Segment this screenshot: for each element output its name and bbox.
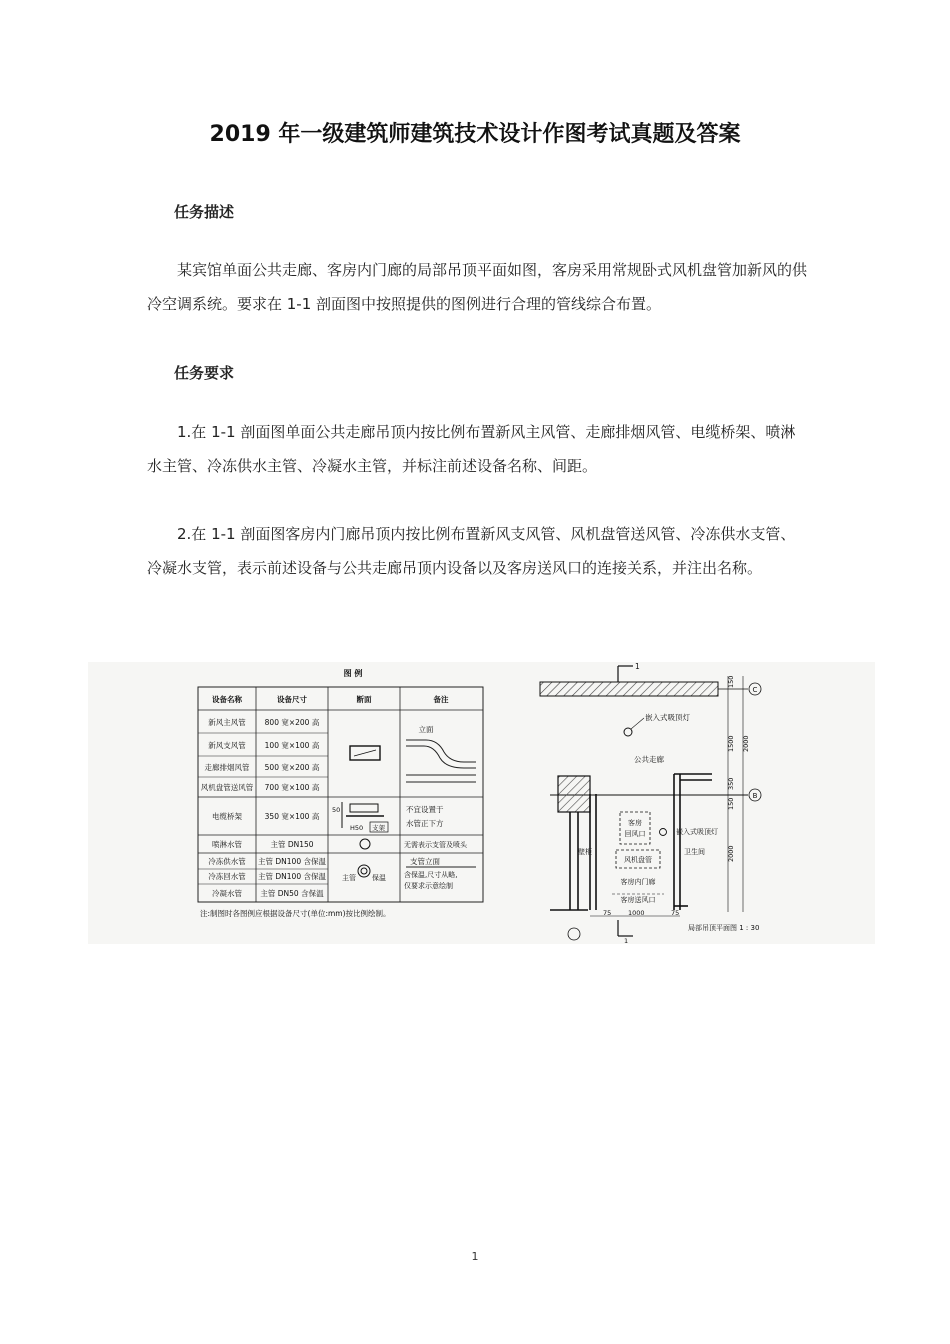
dim-75-right: 75 [671, 909, 680, 917]
inner-corridor-label: 客房内门廊 [620, 878, 656, 886]
supply-vent-label: 客房送风口 [620, 896, 656, 904]
return-vent-box [620, 812, 650, 844]
legend-header-name: 设备名称 [212, 695, 242, 704]
legend-row-name: 冷冻供水管 [208, 857, 246, 866]
requirement-item-2: 2.在 1-1 剖面图客房内门廊吊顶内按比例布置新风支风管、风机盘管送风管、冷冻供水支管、冷凝水支管，表示前述设备与公共走廊吊顶内设备以及客房送风口的连接关系，并注出名称。 [147, 525, 796, 577]
legend-title: 图 例 [343, 669, 363, 678]
return-vent-label-1: 客房 [628, 819, 642, 827]
legend-row-size: 主管 DN100 含保温 [258, 857, 326, 866]
legend-row-size: 主管 DN150 [270, 840, 314, 849]
legend-row-name: 新风支风管 [208, 741, 246, 750]
cut-mark-top: 1 [635, 662, 640, 671]
legend-row-size: 350 宽×100 高 [264, 812, 320, 821]
legend-row-name: 冷凝水管 [212, 889, 242, 898]
section-heading-task-description: 任务描述 [174, 203, 235, 221]
legend-row-name: 走廊排烟风管 [204, 763, 250, 772]
legend-header-size: 设备尺寸 [277, 695, 307, 704]
insulation-note-2: 仅要求示意绘制 [404, 882, 453, 890]
legend-header-section: 断面 [356, 695, 372, 704]
insulated-pipe-symbol [358, 865, 370, 877]
insulation-label: 保温 [372, 874, 386, 882]
legend-footnote: 注:制图时各图例应根据设备尺寸(单位:mm)按比例绘制。 [200, 909, 391, 918]
legend-row-size: 800 宽×200 高 [264, 718, 320, 727]
cable-tray-support-label: 支架 [372, 824, 385, 832]
requirement-item-1: 1.在 1-1 剖面图单面公共走廊吊顶内按比例布置新风主风管、走廊排烟风管、电缆桥架、喷淋水主管、冷冻供水主管、冷凝水主管，并标注前述设备名称、间距。 [147, 423, 796, 475]
legend-row-name: 新风主风管 [208, 718, 246, 727]
legend-row-size: 100 宽×100 高 [264, 741, 320, 750]
dim-75-left: 75 [603, 909, 612, 917]
insulation-note-1: 含保温,尺寸从略, [404, 871, 458, 879]
dim-2000-top: 2000 [742, 735, 750, 752]
return-vent-label-2: 回风口 [624, 830, 646, 838]
bathroom-label: 卫生间 [684, 848, 705, 856]
legend-row-name: 冷冻回水管 [208, 872, 246, 881]
legend-header-remark: 备注 [433, 695, 449, 704]
legend-row-name: 电缆桥架 [212, 812, 242, 821]
cable-tray-dim-w: H50 [350, 824, 364, 832]
axis-b-label: B [752, 792, 758, 800]
branch-elevation-label: 支管立面 [410, 857, 440, 866]
ceiling-lamp-2 [660, 829, 667, 836]
lamp-1-label: 嵌入式吸顶灯 [645, 713, 690, 722]
legend-table [198, 668, 483, 918]
cable-tray-note-2: 水管正下方 [406, 819, 444, 828]
dim-1000: 1000 [628, 909, 645, 917]
column [558, 776, 590, 812]
lamp-2-label: 嵌入式吸顶灯 [676, 828, 718, 836]
cable-tray-dim-h: 50 [332, 806, 341, 814]
task-description-paragraph: 某宾馆单面公共走廊、客房内门廊的局部吊顶平面如图，客房采用常规卧式风机盘管加新风的供冷空调系统。要求在 1-1 剖面图中按照提供的图例进行合理的管线综合布置。 [147, 261, 808, 313]
main-pipe-label: 主管 [342, 874, 356, 882]
dim-150-mid: 150 [727, 797, 735, 810]
elevation-curve-symbol [406, 740, 476, 782]
ceiling-plan [540, 662, 761, 944]
wardrobe-label: 壁柜 [578, 848, 592, 856]
dim-1500: 1500 [727, 735, 735, 752]
beam-top [540, 682, 718, 696]
dim-2000-bottom: 2000 [727, 845, 735, 862]
axis-bottom-marker [568, 928, 580, 940]
legend-row-size: 700 宽×100 高 [264, 783, 320, 792]
page-title: 2019 年一级建筑师建筑技术设计作图考试真题及答案 [209, 122, 741, 147]
page-number: 1 [471, 1250, 479, 1263]
legend-row-name: 风机盘管送风管 [200, 783, 254, 792]
legend-row-size: 主管 DN100 含保温 [258, 872, 326, 881]
dim-150-top: 150 [727, 675, 735, 688]
legend-row-size: 主管 DN50 含保温 [260, 889, 324, 898]
ceiling-lamp-1 [624, 728, 632, 736]
sprinkler-pipe-symbol [360, 839, 370, 849]
plan-caption: 局部吊顶平面图 1 : 30 [688, 924, 760, 932]
cut-mark-bottom: 1 [624, 937, 629, 944]
drawing-svg [88, 662, 875, 944]
sprinkler-note: 无需表示支管及喷头 [404, 841, 467, 849]
elevation-label: 立面 [418, 725, 434, 734]
axis-c-label: C [752, 686, 758, 694]
dim-350: 350 [727, 777, 735, 790]
legend-row-name: 喷淋水管 [212, 840, 242, 849]
legend-row-size: 500 宽×200 高 [264, 763, 320, 772]
fan-coil-label: 风机盘管 [624, 856, 652, 864]
section-heading-task-requirements: 任务要求 [174, 364, 235, 382]
drawing-figure [88, 662, 875, 944]
corridor-label: 公共走廊 [634, 755, 664, 764]
cable-tray-note-1: 不宜设置于 [406, 805, 444, 814]
